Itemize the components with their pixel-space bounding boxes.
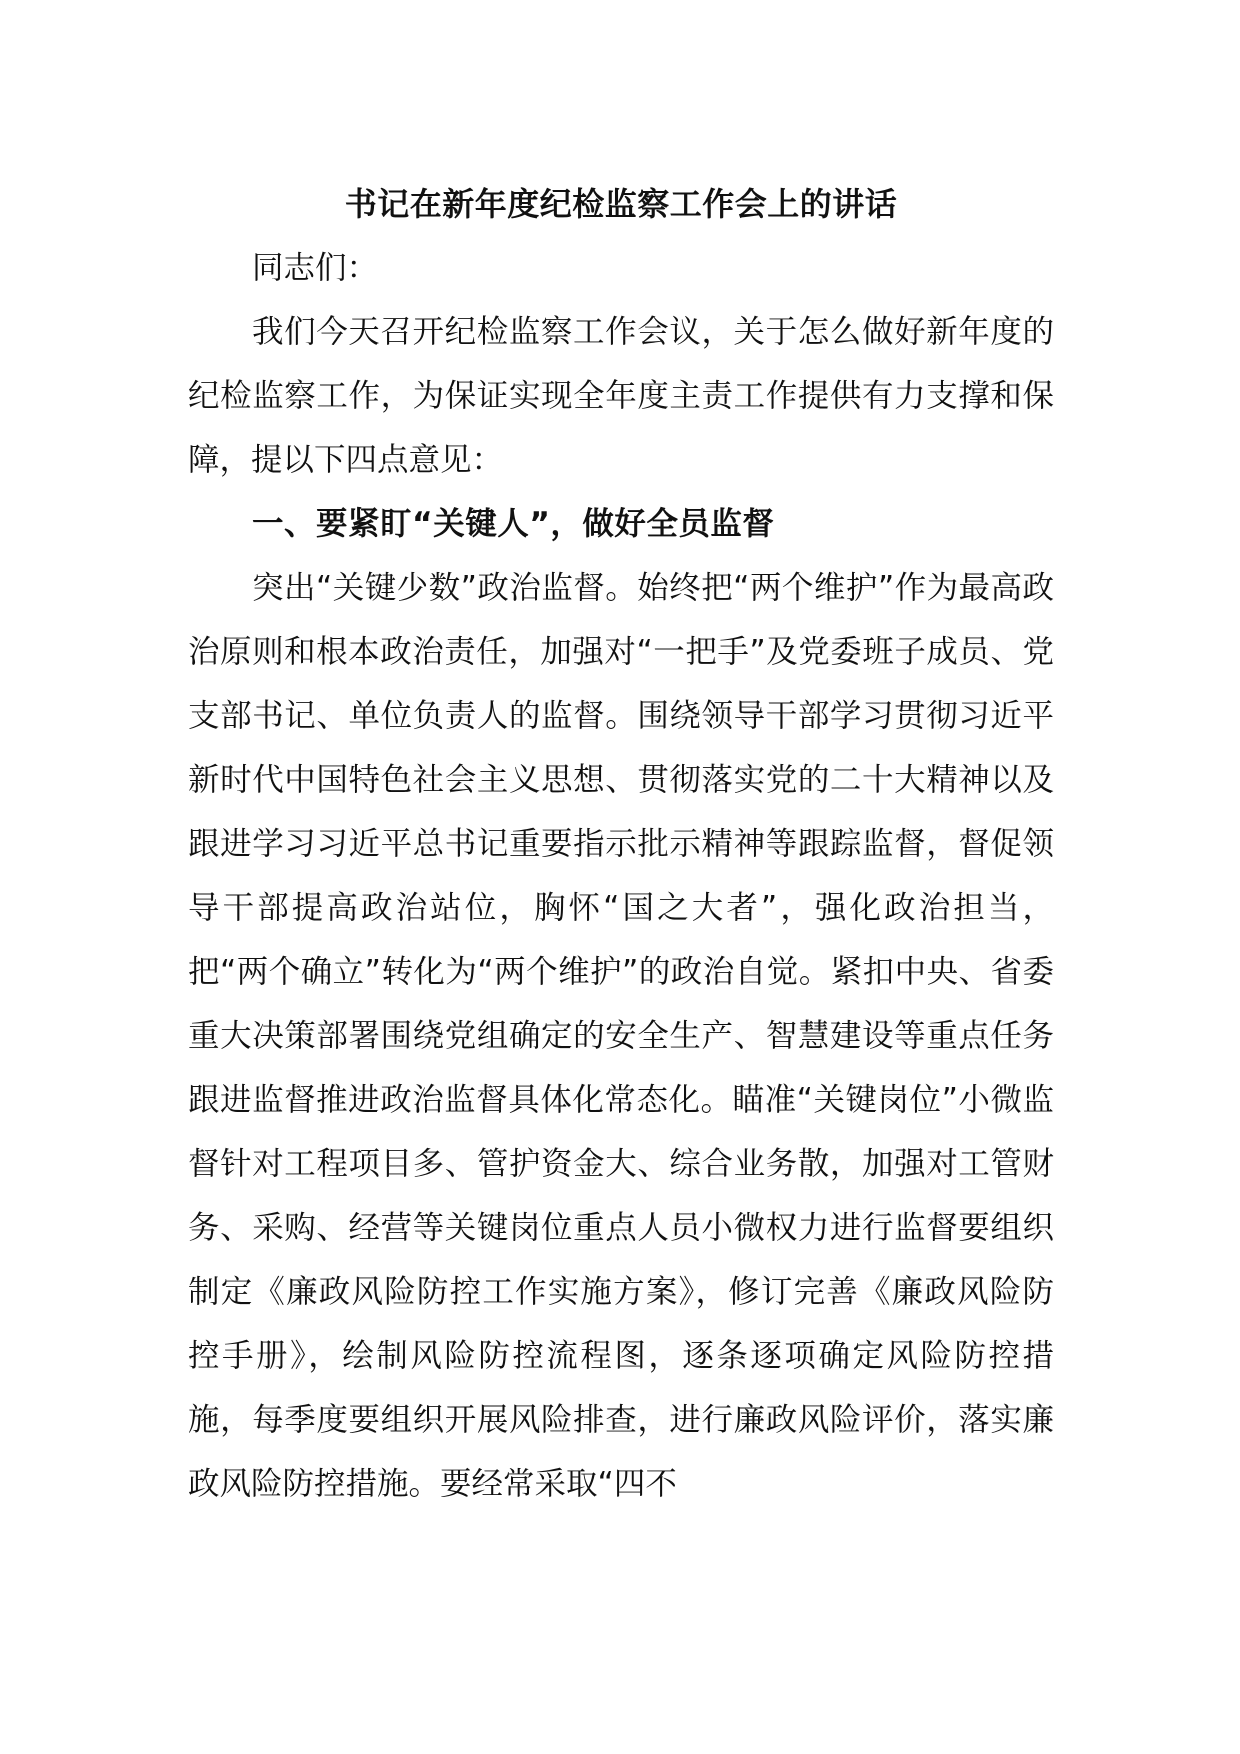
document-body bbox=[188, 172, 1054, 1516]
section-1-paragraph: 突出“关键少数”政治监督。始终把“两个维护”作为最高政治原则和根本政治责任，加强对“一把手”及党委班子成员、党支部书记、单位负责人的监督。围绕领导干部学习贯彻习近平新时代中国特色社会主义思想、贯彻落实党的二十大精神以及跟进学习习近平总书记重要指示批示精神等跟踪监督，督促领导干部提高政治站位，胸怀“国之大者”，强化政治担当，把“两个确立”转化为“两个维护”的政治自觉。紧扣中央、省委重大决策部署围绕党组确定的安全生产、智慧建设等重点任务跟进监督推进政治监督具体化常态化。瞄准“关键岗位”小微监督针对工程项目多、管护资金大、综合业务散，加强对工管财务、采购、经营等关键岗位重点人员小微权力进行监督要组织制定《廉政风险防控工作实施方案》，修订完善《廉政风险防控手册》，绘制风险防控流程图，逐条逐项确定风险防控措施，每季度要组织开展风险排查，进行廉政风险评价，落实廉政风险防控措施。要经常采取“四不 bbox=[188, 570, 1054, 1502]
section-heading-1: 一、要紧盯“关键人”，做好全员监督 bbox=[252, 506, 775, 542]
document-title: 书记在新年度纪检监察工作会上的讲话 bbox=[344, 185, 898, 223]
intro-paragraph: 我们今天召开纪检监察工作会议，关于怎么做好新年度的纪检监察工作，为保证实现全年度主责工作提供有力支撑和保障，提以下四点意见： bbox=[188, 314, 1054, 478]
salutation: 同志们： bbox=[252, 250, 379, 286]
